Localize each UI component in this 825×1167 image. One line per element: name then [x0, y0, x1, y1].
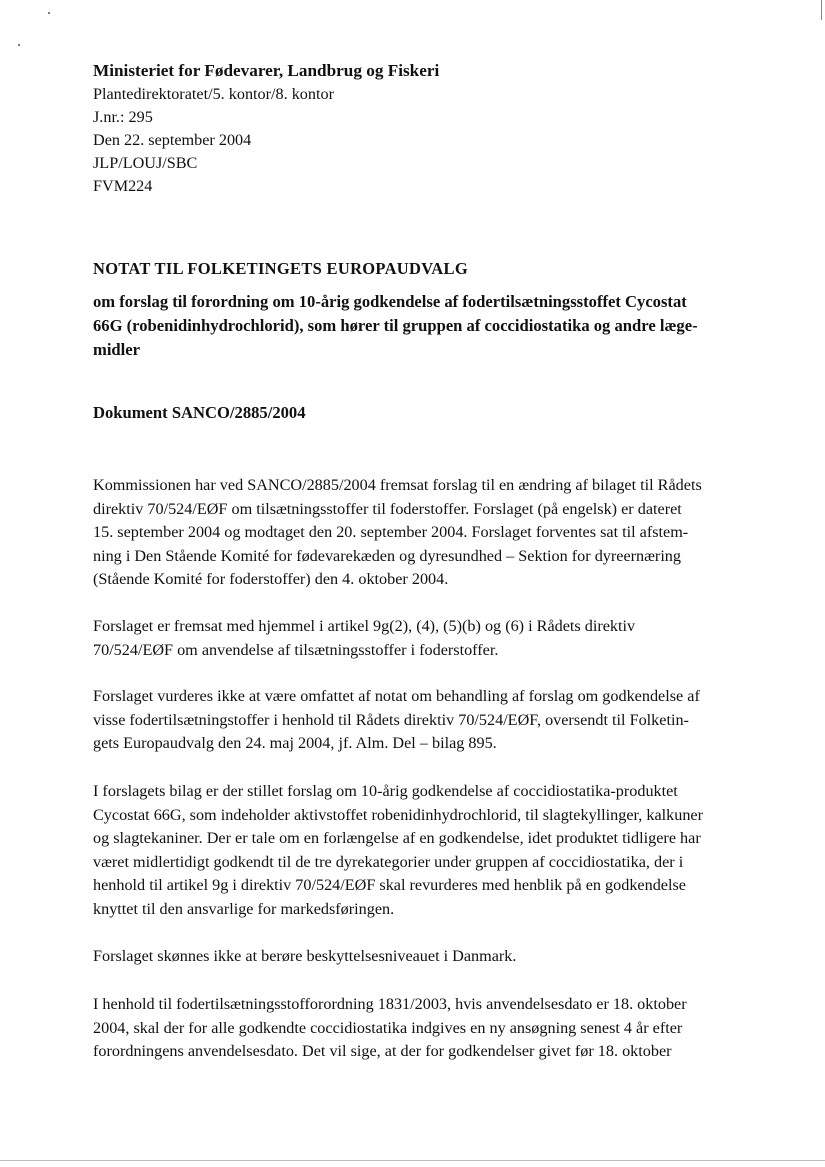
paragraph-line: henhold til artikel 9g i direktiv 70/524/EØF skal revurderes med henblik på en godkendelse: [93, 876, 686, 895]
paragraph-line: I forslagets bilag er der stillet forslag om 10-årig godkendelse af coccidiostatika-produktet: [93, 782, 678, 800]
paragraph: [93, 615, 733, 662]
notat-heading-text: NOTAT TIL FOLKETINGETS EUROPAUDVALG: [93, 259, 468, 278]
journal-number: J.nr.: 295: [93, 108, 153, 126]
paragraph-line: Cycostat 66G, som indeholder aktivstoffet robenidinhydrochlorid, til slagtekyllinger, kalkuner: [93, 805, 704, 824]
scan-bottom-edge: [0, 1160, 825, 1161]
subject-line: 66G (robenidinhydrochlorid), som hører til gruppen af coccidiostatika og andre læge-: [93, 316, 698, 335]
paragraph-line: og slagtekaniner. Der er tale om en forlængelse af en godkendelse, idet produktet tidligere har: [93, 829, 701, 848]
paragraph-line: 70/524/EØF om anvendelse af tilsætningsstoffer i foderstoffer.: [93, 640, 499, 659]
paragraph-line: gets Europaudvalg den 24. maj 2004, jf. Alm. Del – bilag 895.: [93, 734, 497, 753]
paragraph-line: Forslaget skønnes ikke at berøre beskyttelsesniveauet i Danmark.: [93, 947, 517, 965]
subject-line: midler: [93, 340, 141, 359]
department: Plantedirektoratet/5. kontor/8. kontor: [93, 85, 334, 103]
paragraph-line: været midlertidigt godkendt til de tre dyrekategorier under gruppen af coccidiostatika, der i: [93, 852, 684, 871]
notat-heading: [93, 257, 733, 281]
paragraph-line: visse fodertilsætningstoffer i henhold til Rådets direktiv 70/524/EØF, oversendt til Folketin-: [93, 710, 689, 729]
paragraph-line: Forslaget vurderes ikke at være omfattet af notat om behandling af forslag om godkendelse af: [93, 687, 700, 705]
paragraph-line: 2004, skal der for alle godkendte coccidiostatika indgives en ny ansøgning senest 4 år efter: [93, 1018, 683, 1037]
paragraph-line: knyttet til den ansvarlige for markedsføringen.: [93, 899, 395, 918]
subject-line: om forslag til forordning om 10-årig godkendelse af fodertilsætningsstoffet Cycostat: [93, 292, 687, 311]
document-reference-text: Dokument SANCO/2885/2004: [93, 403, 306, 422]
ministry-name: Ministeriet for Fødevarer, Landbrug og Fiskeri: [93, 61, 440, 80]
paragraph-line: 15. september 2004 og modtaget den 20. september 2004. Forslaget forventes sat til afstem-: [93, 523, 689, 542]
paragraph: [93, 685, 733, 756]
scan-speck: [48, 12, 50, 14]
paragraph: [93, 993, 733, 1064]
notat-subject: [93, 290, 733, 362]
document-date: Den 22. september 2004: [93, 131, 252, 149]
letterhead: [93, 58, 733, 198]
paragraph-line: I henhold til fodertilsætningsstofforordning 1831/2003, hvis anvendelsesdato er 18. oktober: [93, 995, 687, 1013]
paragraph-line: forordningens anvendelsesdato. Det vil sige, at der for godkendelser givet før 18. oktober: [93, 1042, 672, 1061]
paragraph: [93, 474, 733, 592]
author-initials: JLP/LOUJ/SBC: [93, 154, 198, 172]
paragraph-line: ning i Den Stående Komité for fødevarekæden og dyresundhed – Sektion for dyreernæring: [93, 546, 681, 565]
reference-code: FVM224: [93, 177, 153, 195]
paragraph-line: Kommissionen har ved SANCO/2885/2004 fremsat forslag til en ændring af bilaget til Rådets: [93, 476, 702, 494]
scan-edge-line: [821, 0, 822, 20]
paragraph-line: Forslaget er fremsat med hjemmel i artikel 9g(2), (4), (5)(b) og (6) i Rådets direktiv: [93, 617, 636, 635]
paragraph-line: direktiv 70/524/EØF om tilsætningsstoffer til foderstoffer. Forslaget (på engelsk) er dateret: [93, 499, 682, 518]
document-reference: [93, 401, 733, 425]
paragraph-line: (Stående Komité for foderstoffer) den 4. oktober 2004.: [93, 570, 449, 589]
scan-speck: [18, 44, 20, 46]
paragraph: [93, 780, 733, 922]
paragraph: [93, 945, 733, 969]
